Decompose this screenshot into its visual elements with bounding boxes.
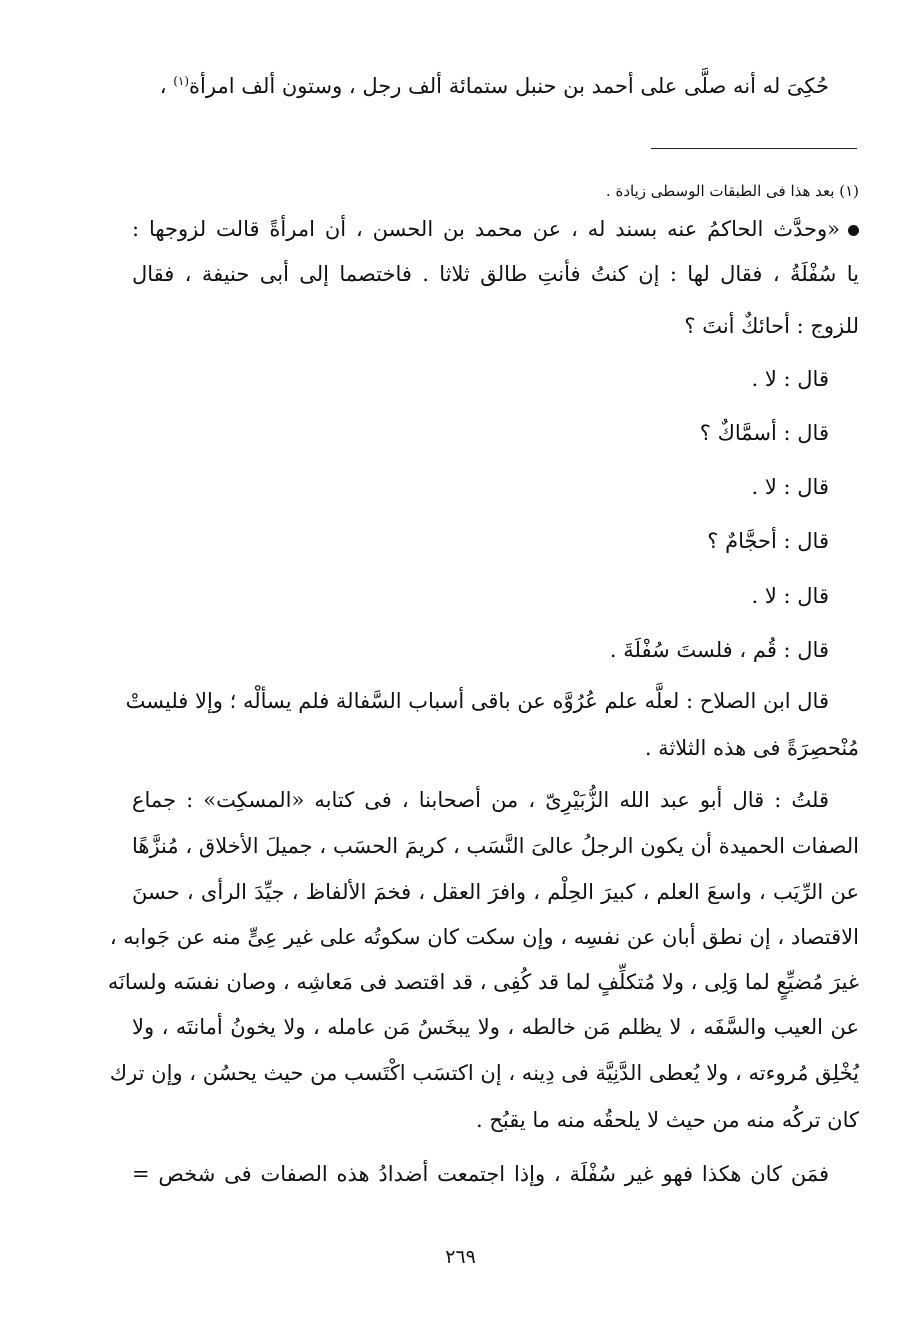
last-line: فمَن كان هكذا فهو غير سُفْلَة ، وإذا اجتمعت أضدادُ هذه الصفات فى شخص = bbox=[132, 1162, 829, 1186]
qultu-line-4: الاقتصاد ، إن نطق أبان عن نفسِه ، وإن سكت كان سكوتُه على غير عِىٍّ منه عن جَوابه ، bbox=[109, 925, 859, 949]
story-line-3: للزوج : أحائكٌ أنتَ ؟ bbox=[684, 314, 859, 338]
story-line-1-text: «وحدَّث الحاكمُ عنه بسند له ، عن محمد بن الحسن ، أن امرأةً قالت لزوجها : bbox=[132, 217, 840, 241]
qultu-line-5: غيرَ مُضيِّعٍ لما وَلِى ، ولا مُتكلِّفٍ لما قد كُفِى ، قد اقتصد فى مَعاشِه ، وصان نفسَه ولسانَه bbox=[107, 970, 859, 994]
top-line-text: حُكِىَ له أنه صلَّى على أحمد بن حنبل ستمائة ألف رجل ، وستون ألف امرأة bbox=[189, 74, 829, 98]
qultu-line-1: قلتُ : قال أبو عبد الله الزُّبَيْرِىّ ، من أصحابنا ، فى كتابه «المسكِت» : جماع bbox=[132, 788, 829, 812]
dialogue-line-2: قال : أسمَّاكٌ ؟ bbox=[699, 421, 829, 445]
footnote bbox=[99, 184, 859, 199]
page-number: ٢٦٩ bbox=[445, 1246, 476, 1268]
top-line bbox=[69, 76, 829, 97]
qultu-line-8: كان تركُه منه من حيث لا يلحقُه منه ما يقبُح . bbox=[475, 1108, 859, 1132]
footnote-separator bbox=[651, 148, 857, 149]
qultu-line-7: يُخْلِق مُروءته ، ولا يُعطى الدَّنِيَّة فى دِينه ، إن اكتسَب اكْتَسب من حيث يحسُن ، وإن ترك bbox=[109, 1061, 859, 1085]
top-line-tail: ، bbox=[159, 74, 174, 98]
dialogue-line-3: قال : لا . bbox=[751, 475, 829, 499]
ibn-salah-line-2: مُنْحصِرَةً فى هذه الثلاثة . bbox=[644, 736, 859, 760]
bullet-icon bbox=[848, 225, 859, 236]
qultu-line-6: عن العيب والسَّفَه ، لا يظلم مَن خالطه ، ولا يبخَسُ مَن عامله ، ولا يخونُ أمانتَه ، ولا bbox=[132, 1015, 859, 1039]
ibn-salah-line-1: قال ابن الصلاح : لعلَّه علم عُرُوَّه عن باقى أسباب السَّفالة فلم يسألْه ؛ وإلا فليستْ bbox=[125, 689, 829, 713]
qultu-line-3: عن الرِّيَب ، واسعَ العلم ، كبيرَ الحِلْم ، وافرَ العقل ، فخمَ الألفاظ ، جيِّدَ الرأى ، حسنَ bbox=[132, 880, 859, 904]
footnote-ref: (١) bbox=[173, 74, 190, 88]
dialogue-line-5: قال : لا . bbox=[751, 584, 829, 608]
story-line-2: يا سُفْلَةُ ، فقال لها : إن كنتُ فأنتِ طالق ثلاثا . فاختصما إلى أبى حنيفة ، فقال bbox=[132, 262, 859, 286]
story-line-1 bbox=[132, 219, 859, 240]
footnote-text: (١) بعد هذا فى الطبقات الوسطى زيادة . bbox=[605, 182, 859, 200]
qultu-line-2: الصفات الحميدة أن يكون الرجلُ عالىَ النَّسَب ، كريمَ الحسَب ، جميلَ الأخلاق ، مُنزَّهًا bbox=[132, 834, 859, 858]
dialogue-line-6: قال : قُم ، فلستَ سُفْلَةَ . bbox=[609, 638, 829, 662]
dialogue-line-1: قال : لا . bbox=[751, 367, 829, 391]
dialogue-line-4: قال : أحجَّامٌ ؟ bbox=[707, 529, 829, 553]
